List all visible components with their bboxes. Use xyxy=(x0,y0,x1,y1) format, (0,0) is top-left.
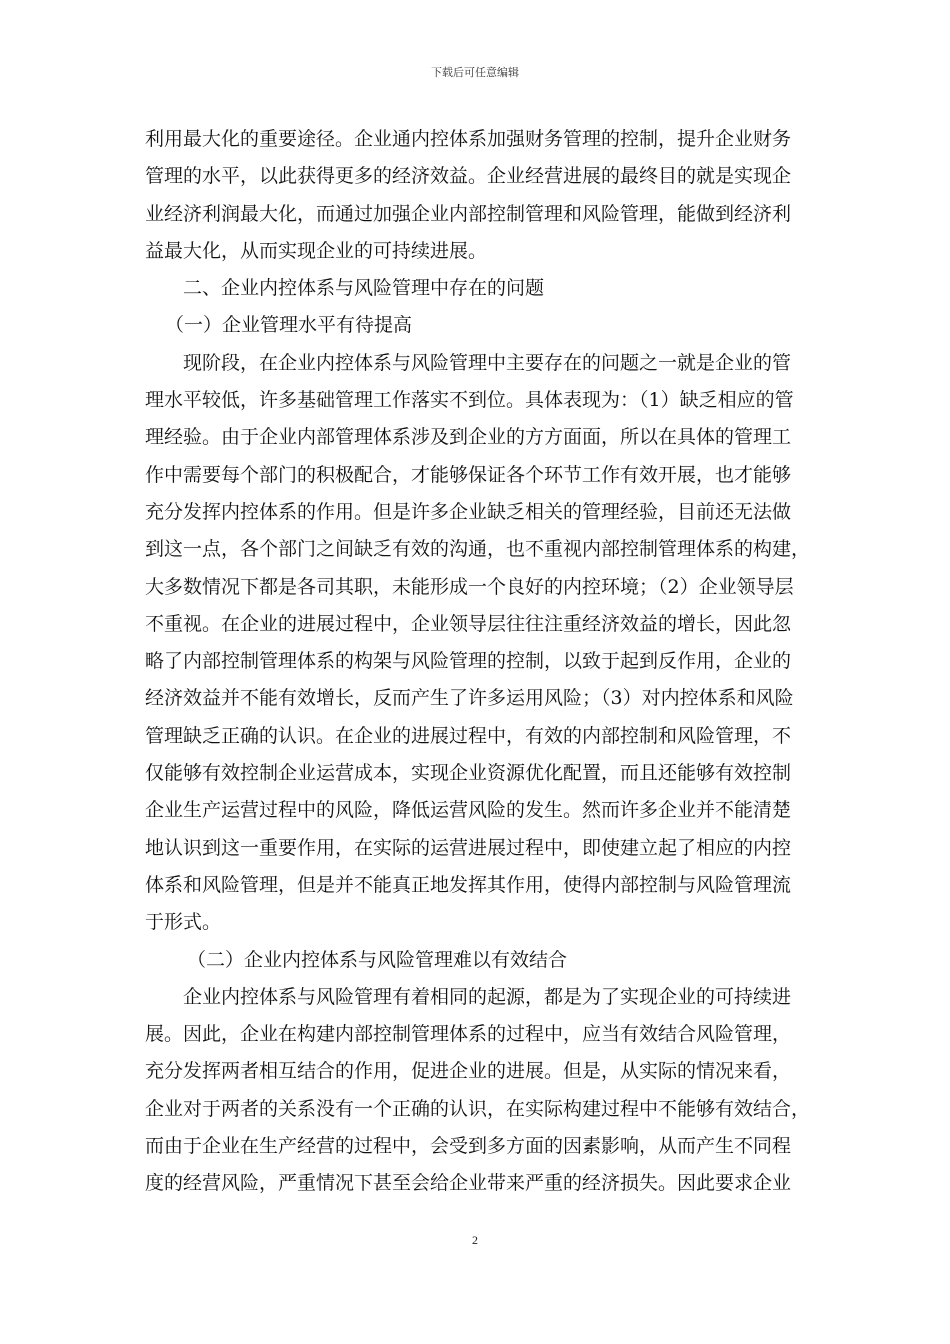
body-line: 管理缺乏正确的认识。在企业的进展过程中，有效的内部控制和风险管理，不 xyxy=(145,724,792,747)
body-line: 现阶段，在企业内控体系与风险管理中主要存在的问题之一就是企业的管 xyxy=(183,351,792,374)
document-body xyxy=(145,121,809,1203)
body-line: 而由于企业在生产经营的过程中，会受到多方面的因素影响，从而产生不同程 xyxy=(145,1135,792,1158)
subsection-heading: （一）企业管理水平有待提高 xyxy=(165,314,413,337)
section-heading: 二、企业内控体系与风险管理中存在的问题 xyxy=(183,277,545,300)
body-line: 体系和风险管理，但是并不能真正地发挥其作用，使得内部控制与风险管理流 xyxy=(145,873,792,896)
body-line: 理水平较低，许多基础管理工作落实不到位。具体表现为：（1）缺乏相应的管 xyxy=(145,389,794,412)
body-line: 业经济利润最大化，而通过加强企业内部控制管理和风险管理，能做到经济利 xyxy=(145,202,792,225)
body-line: 经济效益并不能有效增长，反而产生了许多运用风险；（3）对内控体系和风险 xyxy=(145,687,794,710)
body-line: 于形式。 xyxy=(145,911,222,934)
body-line: 略了内部控制管理体系的构架与风险管理的控制，以致于起到反作用，企业的 xyxy=(145,650,792,673)
body-line: 理经验。由于企业内部管理体系涉及到企业的方方面面，所以在具体的管理工 xyxy=(145,426,792,449)
body-line: 地认识到这一重要作用，在实际的运营进展过程中，即使建立起了相应的内控 xyxy=(145,836,792,859)
body-line: 作中需要每个部门的积极配合，才能够保证各个环节工作有效开展，也才能够 xyxy=(145,463,792,486)
body-line: 仅能够有效控制企业运营成本，实现企业资源优化配置，而且还能够有效控制 xyxy=(145,762,792,785)
body-line: 充分发挥两者相互结合的作用，促进企业的进展。但是，从实际的情况来看， xyxy=(145,1060,792,1083)
body-line: 展。因此，企业在构建内部控制管理体系的过程中，应当有效结合风险管理， xyxy=(145,1023,792,1046)
body-line: 益最大化，从而实现企业的可持续进展。 xyxy=(145,239,488,262)
body-line: 大多数情况下都是各司其职，未能形成一个良好的内控环境；（2）企业领导层 xyxy=(145,575,794,598)
body-line: 管理的水平，以此获得更多的经济效益。企业经营进展的最终目的就是实现企 xyxy=(145,165,792,188)
body-line: 企业对于两者的关系没有一个正确的认识，在实际构建过程中不能够有效结合， xyxy=(145,1097,811,1120)
body-line: 企业生产运营过程中的风险，降低运营风险的发生。然而许多企业并不能清楚 xyxy=(145,799,792,822)
body-line: 充分发挥内控体系的作用。但是许多企业缺乏相关的管理经验，目前还无法做 xyxy=(145,500,792,523)
subsection-heading: （二）企业内控体系与风险管理难以有效结合 xyxy=(187,948,568,971)
body-line: 利用最大化的重要途径。企业通内控体系加强财务管理的控制，提升企业财务 xyxy=(145,128,792,150)
body-line: 到这一点，各个部门之间缺乏有效的沟通，也不重视内部控制管理体系的构建， xyxy=(145,538,811,561)
page-number: 2 xyxy=(472,1233,478,1247)
body-line: 不重视。在企业的进展过程中，企业领导层往往注重经济效益的增长，因此忽 xyxy=(145,612,792,635)
page-header: 下载后可任意编辑 xyxy=(431,66,519,79)
body-line: 企业内控体系与风险管理有着相同的起源，都是为了实现企业的可持续进 xyxy=(183,985,792,1008)
body-line: 度的经营风险，严重情况下甚至会给企业带来严重的经济损失。因此要求企业 xyxy=(145,1172,792,1195)
